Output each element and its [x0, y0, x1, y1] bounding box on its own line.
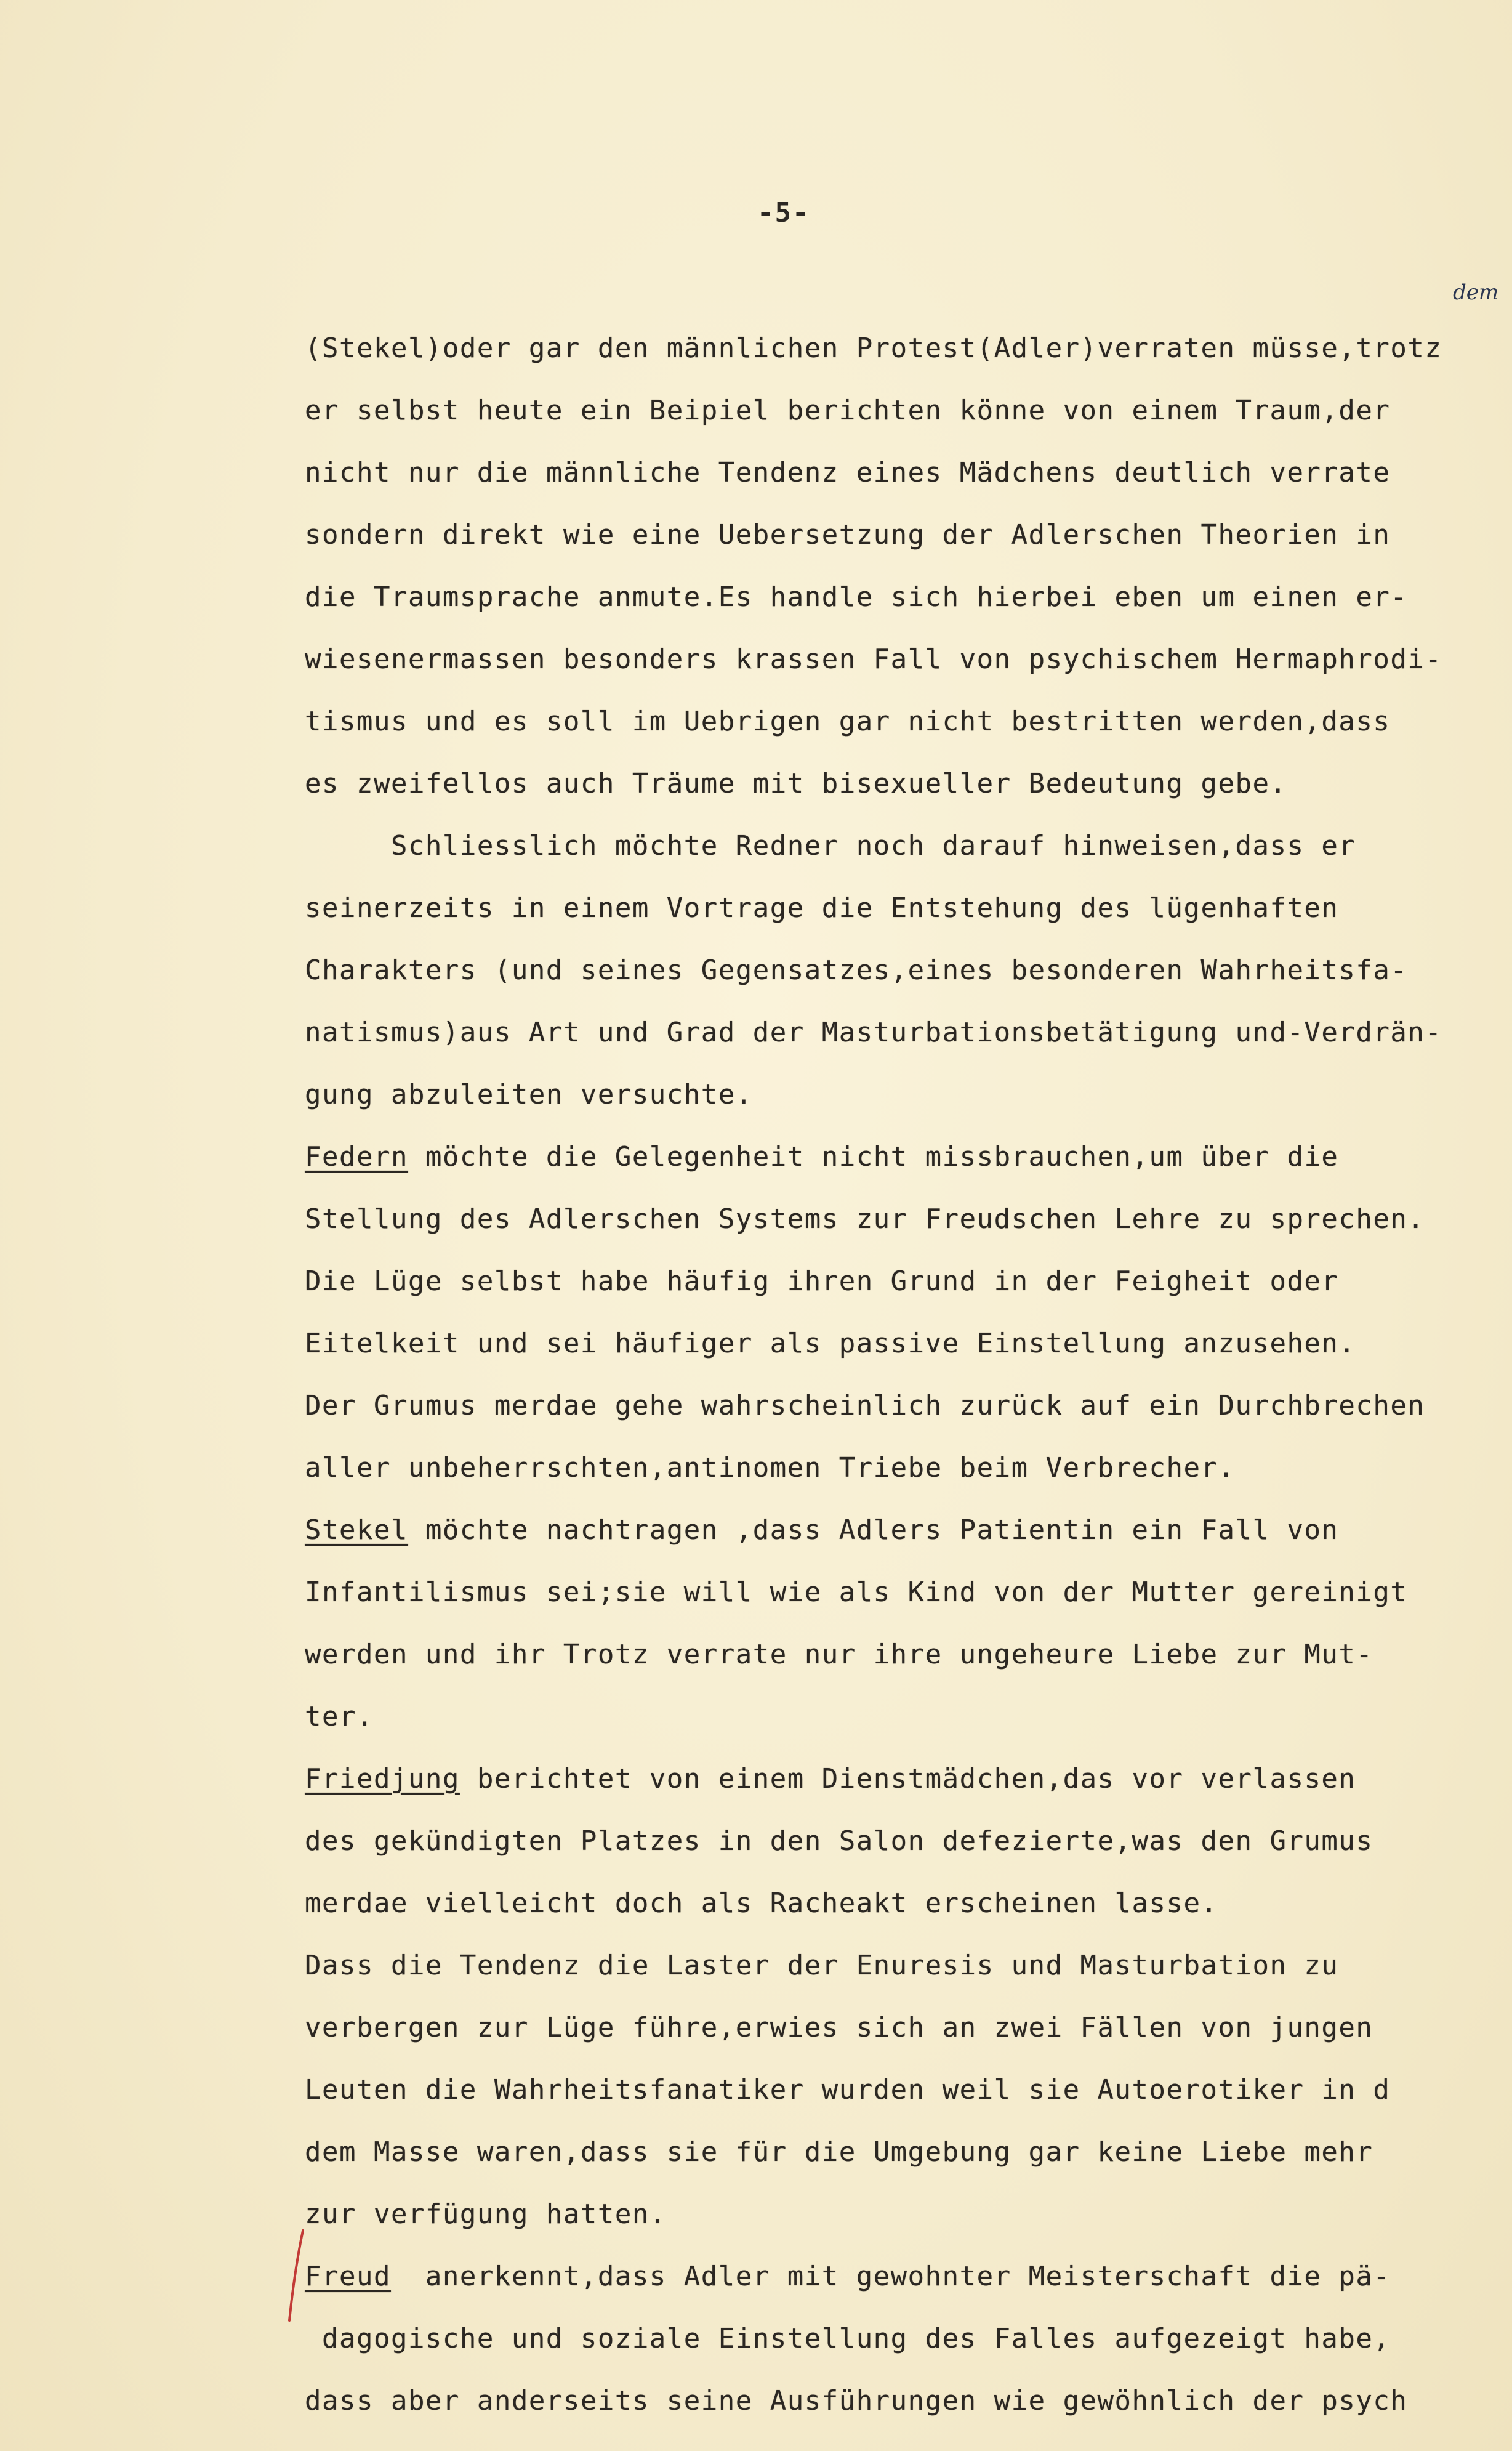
text-line: dagogische und soziale Einstellung des Falles aufgezeigt habe,: [305, 2323, 1391, 2354]
text-line: die Traumsprache anmute.Es handle sich hierbei eben um einen er-: [305, 581, 1408, 613]
text-line: wiesenermassen besonders krassen Fall von psychischem Hermaphrodi-: [305, 644, 1442, 675]
text-line: [305, 1748, 1511, 1810]
page-number: -5-: [757, 197, 810, 228]
speaker-name: Freud: [305, 2261, 391, 2292]
typewritten-body: [305, 317, 1511, 2432]
text-line: Stellung des Adlerschen Systems zur Freudschen Lehre zu sprechen.: [305, 1203, 1425, 1235]
text-line: Infantilismus sei;sie will wie als Kind von der Mutter gereinigt: [305, 1577, 1408, 1608]
text-line: des gekündigten Platzes in den Salon defezierte,was den Grumus: [305, 1825, 1373, 1857]
text-line: [305, 1499, 1511, 1561]
text-line: Eitelkeit und sei häufiger als passive Einstellung anzusehen.: [305, 1328, 1356, 1359]
text-line: dem Masse waren,dass sie für die Umgebung gar keine Liebe mehr: [305, 2136, 1373, 2168]
text-line: verbergen zur Lüge führe,erwies sich an zwei Fällen von jungen: [305, 2012, 1373, 2043]
text-line: es zweifellos auch Träume mit bisexueller Bedeutung gebe.: [305, 768, 1287, 799]
line-text: möchte nachtragen ,dass Adlers Patientin ein Fall von: [408, 1514, 1339, 1546]
line-text: berichtet von einem Dienstmädchen,das vor verlassen: [459, 1763, 1356, 1795]
text-line: [305, 1126, 1511, 1188]
text-line: seinerzeits in einem Vortrage die Entstehung des lügenhaften: [305, 892, 1339, 924]
text-line: natismus)aus Art und Grad der Masturbationsbetätigung und-Verdrän-: [305, 1017, 1442, 1048]
text-line: aller unbeherrschten,antinomen Triebe beim Verbrecher.: [305, 1452, 1236, 1484]
text-line: Die Lüge selbst habe häufig ihren Grund in der Feigheit oder: [305, 1266, 1339, 1297]
text-line: Der Grumus merdae gehe wahrscheinlich zurück auf ein Durchbrechen: [305, 1390, 1425, 1421]
text-line: Leuten die Wahrheitsfanatiker wurden weil sie Autoerotiker in d: [305, 2074, 1391, 2106]
text-line: tismus und es soll im Uebrigen gar nicht bestritten werden,dass: [305, 706, 1391, 737]
text-line: zur verfügung hatten.: [305, 2199, 667, 2230]
text-line: merdae vielleicht doch als Racheakt erscheinen lasse.: [305, 1888, 1218, 1919]
text-line: Schliesslich möchte Redner noch darauf hinweisen,dass er: [305, 830, 1356, 862]
speaker-name: Federn: [305, 1141, 408, 1173]
text-line: sondern direkt wie eine Uebersetzung der Adlerschen Theorien in: [305, 519, 1391, 551]
text-line: [305, 2245, 1511, 2308]
line-text: möchte die Gelegenheit nicht missbrauchen,um über die: [408, 1141, 1339, 1173]
margin-mark: [284, 2229, 309, 2322]
speaker-name: Stekel: [305, 1514, 408, 1546]
speaker-name: Friedjung: [305, 1763, 460, 1795]
text-line: dass aber anderseits seine Ausführungen wie gewöhnlich der psych: [305, 2385, 1408, 2417]
text-line: gung abzuleiten versuchte.: [305, 1079, 753, 1110]
text-line: (Stekel)oder gar den männlichen Protest(Adler)verraten müsse,trotz: [305, 333, 1442, 364]
text-line: er selbst heute ein Beipiel berichten könne von einem Traum,der: [305, 395, 1391, 426]
text-line: ter.: [305, 1701, 374, 1732]
text-line: werden und ihr Trotz verrate nur ihre ungeheure Liebe zur Mut-: [305, 1639, 1373, 1670]
text-line: nicht nur die männliche Tendenz eines Mädchens deutlich verrate: [305, 457, 1391, 488]
text-line: Charakters (und seines Gegensatzes,eines besonderen Wahrheitsfa-: [305, 955, 1408, 986]
handwritten-annotation: dem: [1453, 280, 1499, 305]
text-line: Dass die Tendenz die Laster der Enuresis und Masturbation zu: [305, 1950, 1339, 1981]
line-text: anerkennt,dass Adler mit gewohnter Meisterschaft die pä-: [390, 2261, 1391, 2292]
